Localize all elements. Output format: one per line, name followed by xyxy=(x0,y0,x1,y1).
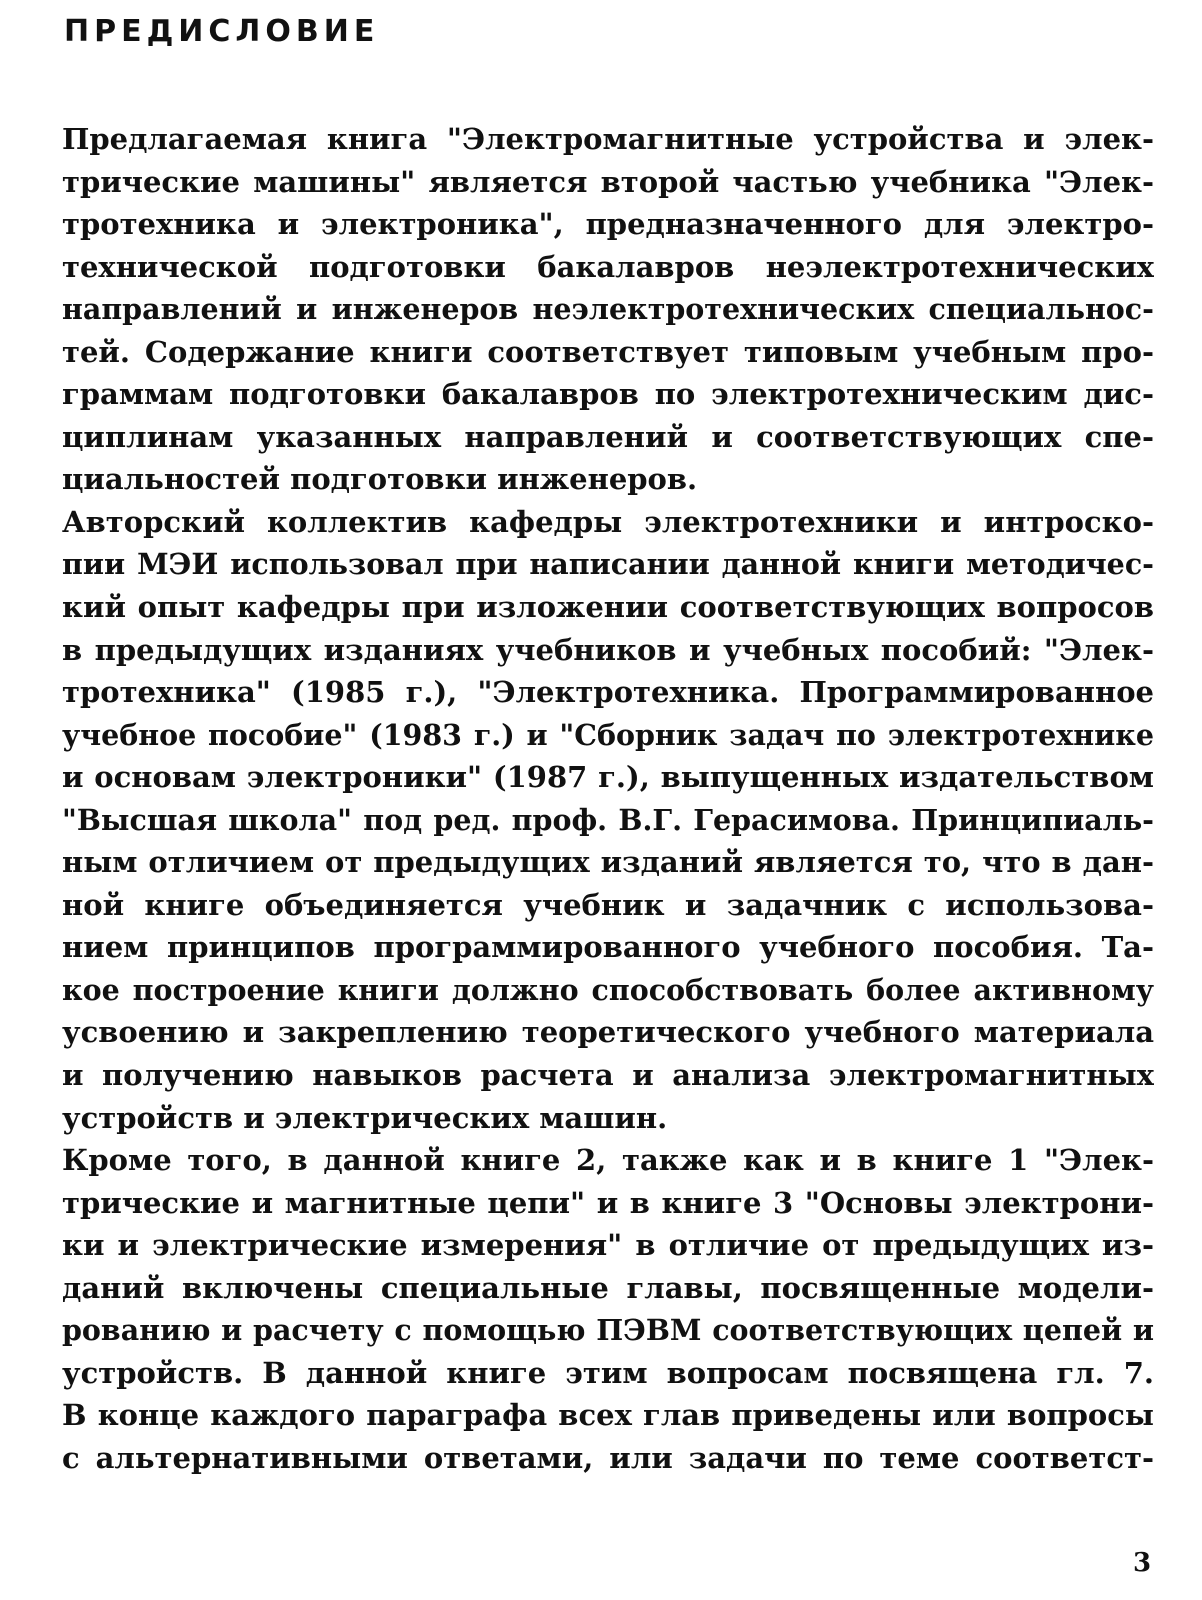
text-line: усвоению и закреплению теоретического учебного материала xyxy=(62,1015,1154,1050)
page-number: 3 xyxy=(1133,1548,1152,1578)
paragraph xyxy=(62,1394,1154,1479)
text-line: циплинам указанных направлений и соответствующих спе- xyxy=(62,419,1154,454)
text-line: кий опыт кафедры при изложении соответствующих вопросов xyxy=(62,590,1154,625)
text-line: Авторский коллектив кафедры электротехники и интроско- xyxy=(62,504,1154,539)
text-line: "Высшая школа" под ред. проф. В.Г. Герасимова. Принципиаль- xyxy=(62,802,1154,837)
text-line: В конце каждого параграфа всех глав приведены или вопросы xyxy=(62,1398,1154,1433)
text-line: Предлагаемая книга "Электромагнитные устройства и элек- xyxy=(62,122,1154,156)
text-line: даний включены специальные главы, посвященные модели- xyxy=(62,1270,1154,1305)
text-line: устройств. В данной книге этим вопросам посвящена гл. 7. xyxy=(62,1355,1154,1390)
text-line: рованию и расчету с помощью ПЭВМ соответствующих цепей и xyxy=(62,1313,1154,1348)
text-line: учебное пособие" (1983 г.) и "Сборник задач по электротехнике xyxy=(62,717,1154,752)
text-line: тей. Содержание книги соответствует типовым учебным про- xyxy=(62,334,1154,369)
body-text xyxy=(62,118,1154,1480)
text-line: технической подготовки бакалавров неэлектротехнических xyxy=(62,249,1154,284)
text-line: в предыдущих изданиях учебников и учебных пособий: "Элек- xyxy=(62,632,1154,667)
text-line: циальностей подготовки инженеров. xyxy=(62,462,698,497)
text-line: направлений и инженеров неэлектротехнических специальнос- xyxy=(62,292,1154,327)
paragraph xyxy=(62,1139,1154,1394)
page-title: ПРЕДИСЛОВИЕ xyxy=(64,14,380,49)
text-line: ным отличием от предыдущих изданий является то, что в дан- xyxy=(62,845,1154,880)
paragraph xyxy=(62,118,1154,501)
text-line: тротехника и электроника", предназначенного для электро- xyxy=(62,207,1154,242)
text-line: тротехника" (1985 г.), "Электротехника. Программированное xyxy=(62,675,1154,710)
text-line: и получению навыков расчета и анализа электромагнитных xyxy=(62,1058,1154,1093)
text-line: кое построение книги должно способствовать более активному xyxy=(62,972,1154,1007)
text-line: нием принципов программированного учебного пособия. Та- xyxy=(62,930,1154,965)
text-line: устройств и электрических машин. xyxy=(62,1100,668,1135)
paragraph xyxy=(62,501,1154,1139)
text-line: трические машины" является второй частью учебника "Элек- xyxy=(62,164,1154,199)
text-line: ки и электрические измерения" в отличие от предыдущих из- xyxy=(62,1228,1154,1263)
text-line: и основам электроники" (1987 г.), выпущенных издательством xyxy=(62,760,1154,795)
text-line: пии МЭИ использовал при написании данной книги методичес- xyxy=(62,547,1154,582)
text-line: трические и магнитные цепи" и в книге 3 "Основы электрони- xyxy=(62,1185,1154,1220)
text-line: граммам подготовки бакалавров по электротехническим дис- xyxy=(62,377,1154,412)
text-line: с альтернативными ответами, или задачи по теме соответст- xyxy=(62,1440,1154,1475)
text-line: ной книге объединяется учебник и задачник с использова- xyxy=(62,887,1154,922)
text-line: Кроме того, в данной книге 2, также как и в книге 1 "Элек- xyxy=(62,1143,1154,1178)
